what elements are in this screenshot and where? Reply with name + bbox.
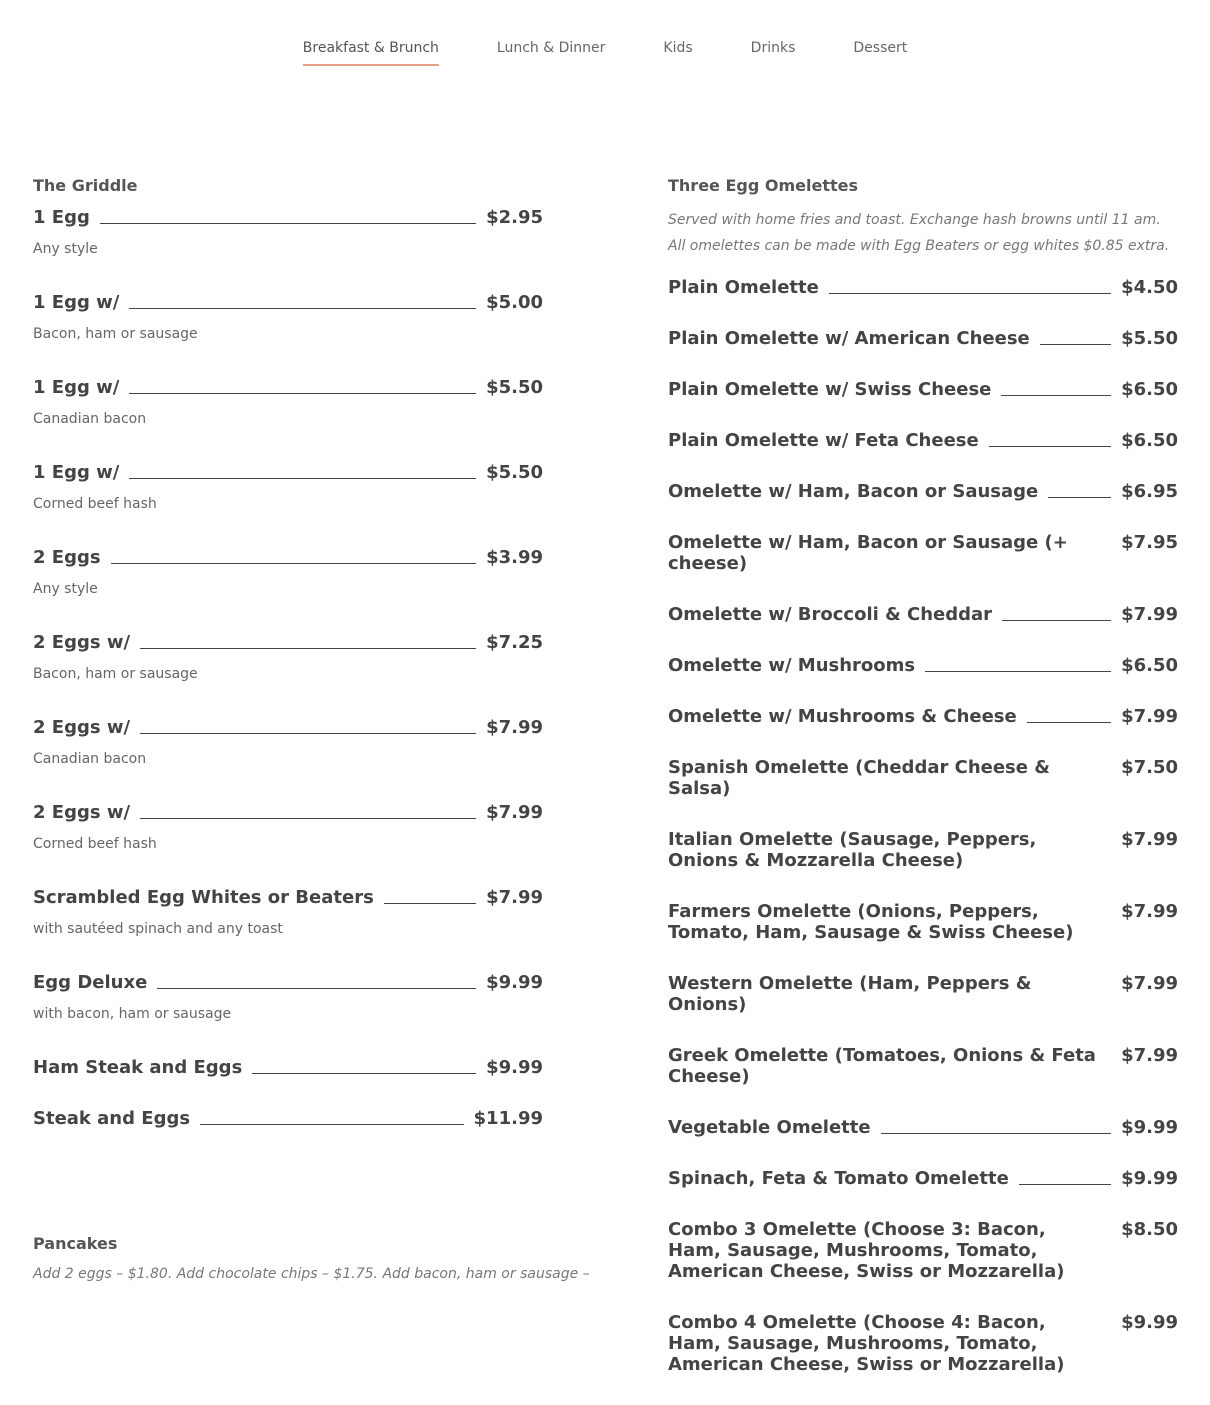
menu-item-name: Italian Omelette (Sausage, Peppers, Onions & Mozzarella Cheese) — [668, 829, 1037, 871]
menu-item — [668, 379, 1178, 400]
menu-item-price: $11.99 — [473, 1108, 543, 1129]
menu-item-row — [33, 802, 543, 823]
menu-item — [33, 207, 543, 258]
menu-item-price: $7.99 — [486, 802, 543, 823]
leader-line — [1107, 973, 1111, 974]
menu-item-description: Any style — [33, 241, 98, 257]
menu-item-price: $5.50 — [486, 462, 543, 483]
menu-item-price: $9.99 — [1121, 1312, 1178, 1333]
menu-item — [33, 1108, 543, 1129]
menu-item-row — [33, 462, 543, 483]
section-title: Three Egg Omelettes — [668, 176, 859, 195]
menu-item — [668, 604, 1178, 625]
menu-item-row — [33, 292, 543, 313]
menu-item-name: Combo 4 Omelette (Choose 4: Bacon, Ham, Sausage, Mushrooms, Tomato, American Cheese, Swiss or Mozzarella) — [668, 1312, 1065, 1375]
menu-item — [33, 1057, 543, 1078]
menu-item-name: 2 Eggs w/ — [33, 802, 131, 823]
leader-line — [140, 817, 476, 819]
leader-line — [829, 292, 1111, 294]
menu-item-name: 1 Egg — [33, 207, 90, 228]
menu-item-name: Plain Omelette w/ Swiss Cheese — [668, 379, 992, 400]
tab-breakfast-brunch[interactable]: Breakfast & Brunch — [303, 40, 439, 66]
menu-item-row — [33, 377, 543, 398]
menu-item-name: Omelette w/ Mushrooms — [668, 655, 916, 676]
leader-line — [1107, 757, 1111, 758]
menu-item-price: $7.25 — [486, 632, 543, 653]
section-description: Add 2 eggs – $1.80. Add chocolate chips – $1.75. Add bacon, ham or sausage – — [33, 1266, 590, 1282]
menu-item-name: Combo 3 Omelette (Choose 3: Bacon, Ham, Sausage, Mushrooms, Tomato, American Cheese, Swiss or Mozzarella) — [668, 1219, 1065, 1282]
menu-item-price: $8.50 — [1121, 1219, 1178, 1240]
menu-item-description: Corned beef hash — [33, 496, 157, 512]
menu-item-row — [668, 1117, 1178, 1138]
menu-item — [668, 277, 1178, 298]
menu-item-name: Egg Deluxe — [33, 972, 148, 993]
leader-line — [252, 1072, 476, 1074]
leader-line — [129, 307, 476, 309]
menu-item-price: $5.00 — [486, 292, 543, 313]
menu-item-name: 1 Egg w/ — [33, 377, 120, 398]
tab-lunch-dinner[interactable]: Lunch & Dinner — [496, 40, 606, 56]
menu-item-row — [668, 757, 1178, 799]
menu-item-row — [33, 717, 543, 738]
menu-item-name: Ham Steak and Eggs — [33, 1057, 243, 1078]
menu-item-name: 1 Egg w/ — [33, 462, 120, 483]
menu-item — [33, 547, 543, 598]
menu-item-row — [668, 481, 1178, 502]
leader-line — [1107, 901, 1111, 902]
griddle-list — [33, 207, 543, 1129]
menu-item-name: Spanish Omelette (Cheddar Cheese & Salsa) — [668, 757, 1050, 799]
menu-item — [668, 655, 1178, 676]
menu-item — [33, 887, 543, 938]
menu-item-price: $7.99 — [486, 717, 543, 738]
tab-drinks[interactable]: Drinks — [750, 40, 796, 56]
menu-item-price: $9.99 — [486, 1057, 543, 1078]
menu-item-row — [668, 973, 1178, 1015]
leader-line — [1040, 343, 1111, 345]
menu-item-price: $7.95 — [1121, 532, 1178, 553]
menu-item — [668, 1219, 1178, 1282]
menu-item-description: Corned beef hash — [33, 836, 157, 852]
menu-item-name: Plain Omelette w/ Feta Cheese — [668, 430, 979, 451]
menu-item-row — [33, 1057, 543, 1078]
leader-line — [111, 562, 476, 564]
leader-line — [1019, 1183, 1111, 1185]
menu-item — [33, 462, 543, 513]
menu-item-description: Bacon, ham or sausage — [33, 666, 198, 682]
leader-line — [129, 392, 476, 394]
leader-line — [140, 647, 476, 649]
leader-line — [157, 987, 476, 989]
leader-line — [1107, 532, 1111, 533]
pancakes-section — [33, 1233, 590, 1305]
menu-item-row — [33, 547, 543, 568]
menu-item-name: Greek Omelette (Tomatoes, Onions & Feta Cheese) — [668, 1045, 1096, 1087]
menu-item-price: $5.50 — [486, 377, 543, 398]
menu-item — [33, 292, 543, 343]
leader-line — [129, 477, 476, 479]
menu-item-price: $7.99 — [1121, 973, 1178, 994]
menu-item-row — [668, 655, 1178, 676]
menu-item — [668, 973, 1178, 1015]
menu-item-price: $7.99 — [1121, 706, 1178, 727]
menu-item-row — [668, 379, 1178, 400]
section-title: The Griddle — [33, 176, 138, 195]
leader-line — [384, 902, 476, 904]
menu-item — [668, 829, 1178, 871]
menu-item-name: Spinach, Feta & Tomato Omelette — [668, 1168, 1009, 1189]
menu-item-price: $9.99 — [1121, 1168, 1178, 1189]
griddle-section — [33, 175, 543, 1159]
menu-item-price: $7.99 — [1121, 901, 1178, 922]
menu-item-row — [668, 430, 1178, 451]
menu-item-name: 2 Eggs w/ — [33, 632, 131, 653]
tab-dessert[interactable]: Dessert — [853, 40, 908, 56]
menu-item — [33, 632, 543, 683]
menu-item-name: Omelette w/ Broccoli & Cheddar — [668, 604, 993, 625]
menu-item — [33, 717, 543, 768]
menu-item-name: 2 Eggs w/ — [33, 717, 131, 738]
menu-item-name: Omelette w/ Ham, Bacon or Sausage — [668, 481, 1039, 502]
menu-item-row — [33, 887, 543, 908]
leader-line — [1107, 1312, 1111, 1313]
menu-item-description: Bacon, ham or sausage — [33, 326, 198, 342]
menu-item — [668, 1045, 1178, 1087]
leader-line — [1048, 496, 1111, 498]
menu-item — [33, 377, 543, 428]
menu-item-name: Omelette w/ Ham, Bacon or Sausage (+ cheese) — [668, 532, 1068, 574]
leader-line — [989, 445, 1111, 447]
menu-item-price: $2.95 — [486, 207, 543, 228]
menu-item-row — [668, 829, 1178, 871]
menu-item — [668, 757, 1178, 799]
menu-item — [668, 328, 1178, 349]
menu-item — [668, 481, 1178, 502]
leader-line — [1107, 829, 1111, 830]
menu-item — [668, 1117, 1178, 1138]
menu-item-price: $6.95 — [1121, 481, 1178, 502]
leader-line — [1002, 619, 1111, 621]
menu-item-price: $7.99 — [486, 887, 543, 908]
leader-line — [925, 670, 1111, 672]
menu-item — [33, 972, 543, 1023]
menu-item-price: $3.99 — [486, 547, 543, 568]
menu-item — [668, 532, 1178, 574]
leader-line — [881, 1132, 1111, 1134]
leader-line — [1107, 1219, 1111, 1220]
leader-line — [1027, 721, 1111, 723]
omelettes-section — [668, 175, 1178, 1405]
menu-item-description: Canadian bacon — [33, 751, 147, 767]
menu-item-row — [668, 277, 1178, 298]
menu-item — [33, 802, 543, 853]
menu-item-price: $9.99 — [1121, 1117, 1178, 1138]
menu-item-price: $6.50 — [1121, 655, 1178, 676]
menu-item-name: Farmers Omelette (Onions, Peppers, Tomato, Ham, Sausage & Swiss Cheese) — [668, 901, 1074, 943]
menu-item-row — [668, 706, 1178, 727]
menu-item-name: Steak and Eggs — [33, 1108, 191, 1129]
leader-line — [1107, 1045, 1111, 1046]
menu-item-description: with bacon, ham or sausage — [33, 1006, 232, 1022]
menu-item-description: Any style — [33, 581, 98, 597]
menu-item-row — [33, 632, 543, 653]
menu-item-price: $7.50 — [1121, 757, 1178, 778]
menu-item-row — [668, 532, 1178, 574]
menu-item-name: Vegetable Omelette — [668, 1117, 871, 1138]
menu-item — [668, 706, 1178, 727]
menu-item-price: $6.50 — [1121, 430, 1178, 451]
menu-item-description: Canadian bacon — [33, 411, 147, 427]
menu-item-row — [668, 604, 1178, 625]
menu-item-row — [668, 1312, 1178, 1375]
menu-item — [668, 1168, 1178, 1189]
menu-item-row — [668, 328, 1178, 349]
section-title: Pancakes — [33, 1234, 118, 1253]
menu-item-row — [668, 901, 1178, 943]
menu-item-row — [668, 1168, 1178, 1189]
menu-item-name: Plain Omelette — [668, 277, 819, 298]
omelette-list — [668, 277, 1178, 1375]
leader-line — [200, 1123, 463, 1125]
menu-tabs — [0, 40, 1210, 66]
menu-item — [668, 901, 1178, 943]
menu-item-row — [33, 972, 543, 993]
menu-item-description: with sautéed spinach and any toast — [33, 921, 283, 937]
menu-item — [668, 430, 1178, 451]
menu-item-name: Plain Omelette w/ American Cheese — [668, 328, 1030, 349]
menu-item-row — [33, 1108, 543, 1129]
menu-item-row — [33, 207, 543, 228]
menu-item-name: Omelette w/ Mushrooms & Cheese — [668, 706, 1017, 727]
menu-item-name: 2 Eggs — [33, 547, 101, 568]
menu-item-price: $6.50 — [1121, 379, 1178, 400]
menu-item-name: 1 Egg w/ — [33, 292, 120, 313]
menu-item-name: Western Omelette (Ham, Peppers & Onions) — [668, 973, 1032, 1015]
menu-item-price: $4.50 — [1121, 277, 1178, 298]
menu-item-row — [668, 1045, 1178, 1087]
menu-item-price: $7.99 — [1121, 829, 1178, 850]
tab-kids[interactable]: Kids — [663, 40, 693, 56]
section-description: Served with home fries and toast. Exchange hash browns until 11 am. All omelettes can be made with Egg Beaters or egg whites $0.85 extra. — [668, 212, 1170, 254]
leader-line — [140, 732, 476, 734]
menu-item-row — [668, 1219, 1178, 1282]
leader-line — [1001, 394, 1111, 396]
menu-item-price: $5.50 — [1121, 328, 1178, 349]
menu-item-price: $7.99 — [1121, 1045, 1178, 1066]
menu-item — [668, 1312, 1178, 1375]
menu-item-price: $7.99 — [1121, 604, 1178, 625]
leader-line — [100, 222, 476, 224]
menu-item-price: $9.99 — [486, 972, 543, 993]
menu-item-name: Scrambled Egg Whites or Beaters — [33, 887, 374, 908]
